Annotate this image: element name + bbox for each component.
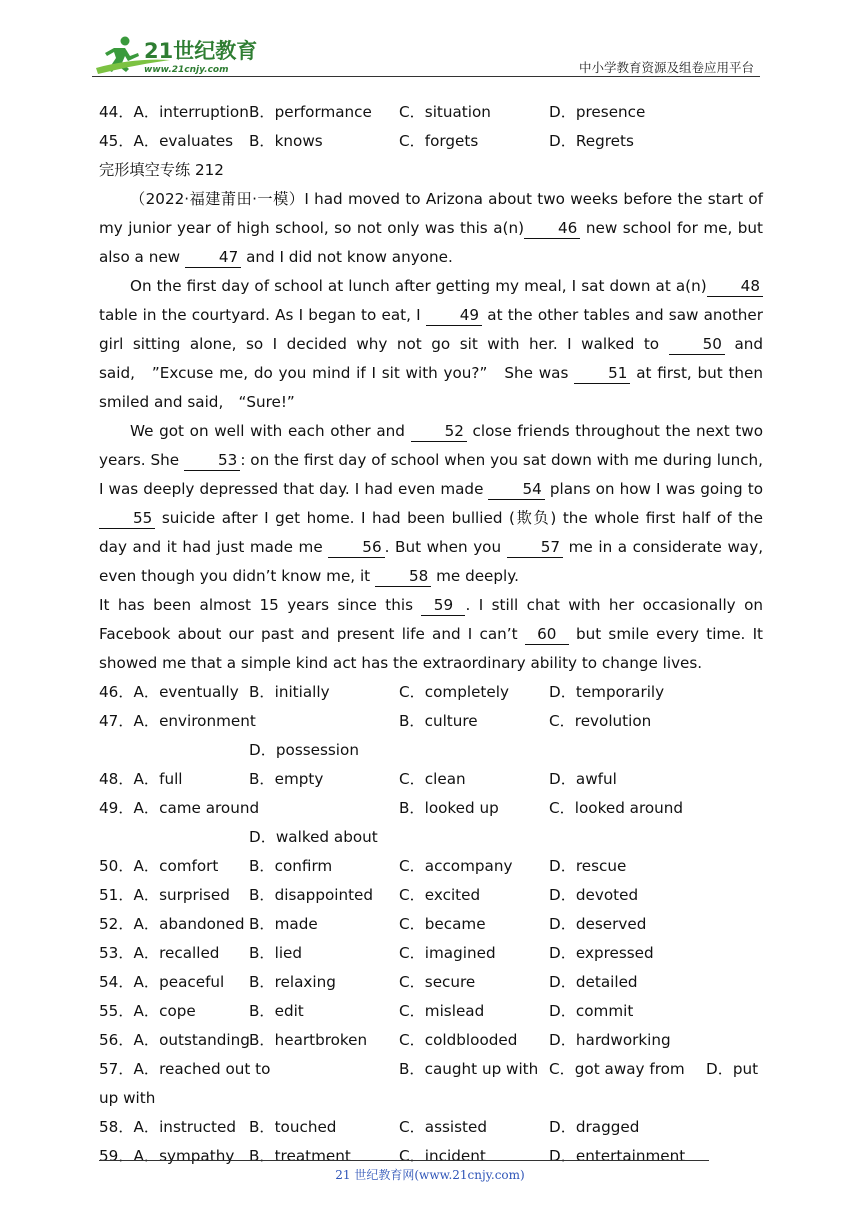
option-a: A．evaluates [133, 132, 234, 150]
option-d: D．awful [549, 770, 617, 788]
option-b: B．confirm [249, 857, 333, 875]
option-b: B．looked up [399, 799, 499, 817]
option-d: D．put [706, 1060, 759, 1078]
option-b: B．lied [249, 944, 303, 962]
option-c: C．became [399, 915, 486, 933]
option-b: B．edit [249, 1002, 304, 1020]
source-label: （2022·福建莆田·一模） [130, 190, 305, 208]
option-a: A．instructed [133, 1118, 236, 1136]
question-row-50 [99, 852, 763, 881]
option-a: A．abandoned [133, 915, 245, 933]
question-number: 54． [99, 973, 134, 991]
option-c: C．accompany [399, 857, 513, 875]
option-d: D．hardworking [549, 1031, 671, 1049]
option-c: C．excited [399, 886, 481, 904]
option-d: D．deserved [549, 915, 647, 933]
question-row-48 [99, 765, 763, 794]
question-number: 51． [99, 886, 134, 904]
question-row-49 [99, 794, 763, 823]
option-d: D．rescue [549, 857, 627, 875]
question-number: 44． [99, 103, 134, 121]
footer-link[interactable]: 21 世纪教育网(www.21cnjy.com) [335, 1168, 525, 1182]
question-number: 48． [99, 770, 134, 788]
question-row-52 [99, 910, 763, 939]
section-title: 完形填空专练 212 [99, 161, 224, 179]
blank-56: 56 [328, 537, 384, 558]
option-d-continued: up with [99, 1089, 156, 1107]
option-b: B．knows [249, 132, 323, 150]
option-d: D．commit [549, 1002, 634, 1020]
logo-sub-text: www.21cnjy.com [144, 65, 229, 75]
question-row-51 [99, 881, 763, 910]
question-row-57 [99, 1055, 763, 1084]
question-row-44 [99, 98, 763, 127]
question-number: 46． [99, 683, 134, 701]
option-b: B．disappointed [249, 886, 374, 904]
option-d: D．temporarily [549, 683, 665, 701]
question-number: 59． [99, 1147, 134, 1165]
blank-49: 49 [426, 305, 482, 326]
page-header [92, 32, 760, 80]
option-c: C．looked around [549, 799, 684, 817]
option-b: B．culture [399, 712, 478, 730]
option-b: B．made [249, 915, 318, 933]
question-row-47-cont [99, 736, 763, 765]
option-c: C．assisted [399, 1118, 487, 1136]
blank-55: 55 [99, 508, 155, 529]
passage-paragraph-4: It has been almost 15 years since this 59 . I still chat with her occasionally on Facebook about our past and present life and I can’t 60 but smile every time. It showed me that a simple kind act has the extraordinary ability to change lives. [99, 596, 764, 672]
option-d: D．walked about [249, 828, 378, 846]
option-d: D．expressed [549, 944, 654, 962]
question-number: 50． [99, 857, 134, 875]
option-b: B．heartbroken [249, 1031, 368, 1049]
blank-54: 54 [488, 479, 544, 500]
option-d: D．devoted [549, 886, 639, 904]
blank-58: 58 [375, 566, 431, 587]
option-a: A．full [133, 770, 183, 788]
option-d: D．possession [249, 741, 359, 759]
blank-52: 52 [411, 421, 467, 442]
question-row-54 [99, 968, 763, 997]
logo [92, 32, 262, 78]
question-number: 47． [99, 712, 134, 730]
option-d: D．presence [549, 103, 646, 121]
option-c: C．incident [399, 1147, 486, 1165]
question-number: 57． [99, 1060, 134, 1078]
option-b: B．touched [249, 1118, 337, 1136]
question-number: 53． [99, 944, 134, 962]
option-c: C．coldblooded [399, 1031, 518, 1049]
blank-48: 48 [707, 276, 763, 297]
passage-paragraph-2: On the first day of school at lunch after getting my meal, I sat down at a(n) 48 table in the courtyard. As I began to eat, I 49 at the other tables and saw another girl sitting alone, so I decided why not go sit with her. I walked to 50 and said, ”Excuse me, do you mind if I sit with you?” She was 51 at first, but then smiled and said, “Sure!” [99, 277, 764, 411]
question-row-47 [99, 707, 763, 736]
option-c: C．situation [399, 103, 491, 121]
option-b: B．relaxing [249, 973, 336, 991]
option-a: A．sympathy [133, 1147, 235, 1165]
option-b: B．treatment [249, 1147, 351, 1165]
option-b: B．empty [249, 770, 324, 788]
option-a: A．cope [133, 1002, 196, 1020]
blank-57: 57 [507, 537, 563, 558]
option-c: C．got away from [549, 1060, 685, 1078]
blank-50: 50 [669, 334, 725, 355]
option-d: D．detailed [549, 973, 638, 991]
option-c: C．mislead [399, 1002, 485, 1020]
question-row-46 [99, 678, 763, 707]
blank-47: 47 [185, 247, 241, 268]
question-row-58 [99, 1113, 763, 1142]
option-a: A．interruption [133, 103, 249, 121]
passage-paragraph-3: We got on well with each other and 52 close friends throughout the next two years. She 53 : on the first day of school when you sat down with me during lunch, I was deeply depressed that day. I had even made 54 plans on how I was going to 55 suicide after I get home. I had been bullied (欺负) the whole first half of the day and it had just made me 56 . But when you 57 me in a considerate way, even though you didn’t know me, it 58 me deeply. [99, 422, 764, 585]
option-a: A．reached out to [133, 1060, 271, 1078]
option-a: A．recalled [133, 944, 220, 962]
option-a: A．peaceful [133, 973, 225, 991]
blank-46: 46 [524, 218, 580, 239]
question-number: 55． [99, 1002, 134, 1020]
question-number: 45． [99, 132, 134, 150]
option-c: C．secure [399, 973, 476, 991]
option-c: C．clean [399, 770, 466, 788]
option-a: A．outstanding [133, 1031, 250, 1049]
blank-53: 53 [184, 450, 240, 471]
question-number: 56． [99, 1031, 134, 1049]
question-number: 49． [99, 799, 134, 817]
logo-main-text: 21世纪教育 [144, 39, 258, 63]
passage-paragraph-1: （2022·福建莆田·一模）I had moved to Arizona about two weeks before the start of my junior year of high school, so not only was this a(n) 46 new school for me, but also a new 47 and I did not know anyone. [99, 190, 764, 266]
option-a: A．eventually [133, 683, 239, 701]
option-a: A．surprised [133, 886, 230, 904]
option-d: D．Regrets [549, 132, 634, 150]
blank-51: 51 [574, 363, 630, 384]
option-b: B．initially [249, 683, 330, 701]
option-b: B．performance [249, 103, 372, 121]
question-row-45 [99, 127, 763, 156]
option-d: D．dragged [549, 1118, 640, 1136]
option-c: C．revolution [549, 712, 652, 730]
footer-rule [99, 1160, 709, 1161]
blank-59: 59 [421, 595, 465, 616]
option-b: B．caught up with [399, 1060, 539, 1078]
document-body [99, 98, 763, 1171]
option-a: A．came around [133, 799, 260, 817]
question-number: 58． [99, 1118, 134, 1136]
option-a: A．comfort [133, 857, 219, 875]
option-c: C．imagined [399, 944, 496, 962]
blank-60: 60 [525, 624, 569, 645]
question-row-55 [99, 997, 763, 1026]
option-d: D．entertainment [549, 1147, 686, 1165]
option-a: A．environment [133, 712, 256, 730]
header-tagline: 中小学教育资源及组卷应用平台 [578, 60, 754, 75]
question-row-57-cont [99, 1084, 763, 1113]
question-number: 52． [99, 915, 134, 933]
option-c: C．completely [399, 683, 509, 701]
question-row-53 [99, 939, 763, 968]
option-c: C．forgets [399, 132, 479, 150]
question-row-56 [99, 1026, 763, 1055]
question-row-49-cont [99, 823, 763, 852]
header-rule [92, 76, 760, 77]
